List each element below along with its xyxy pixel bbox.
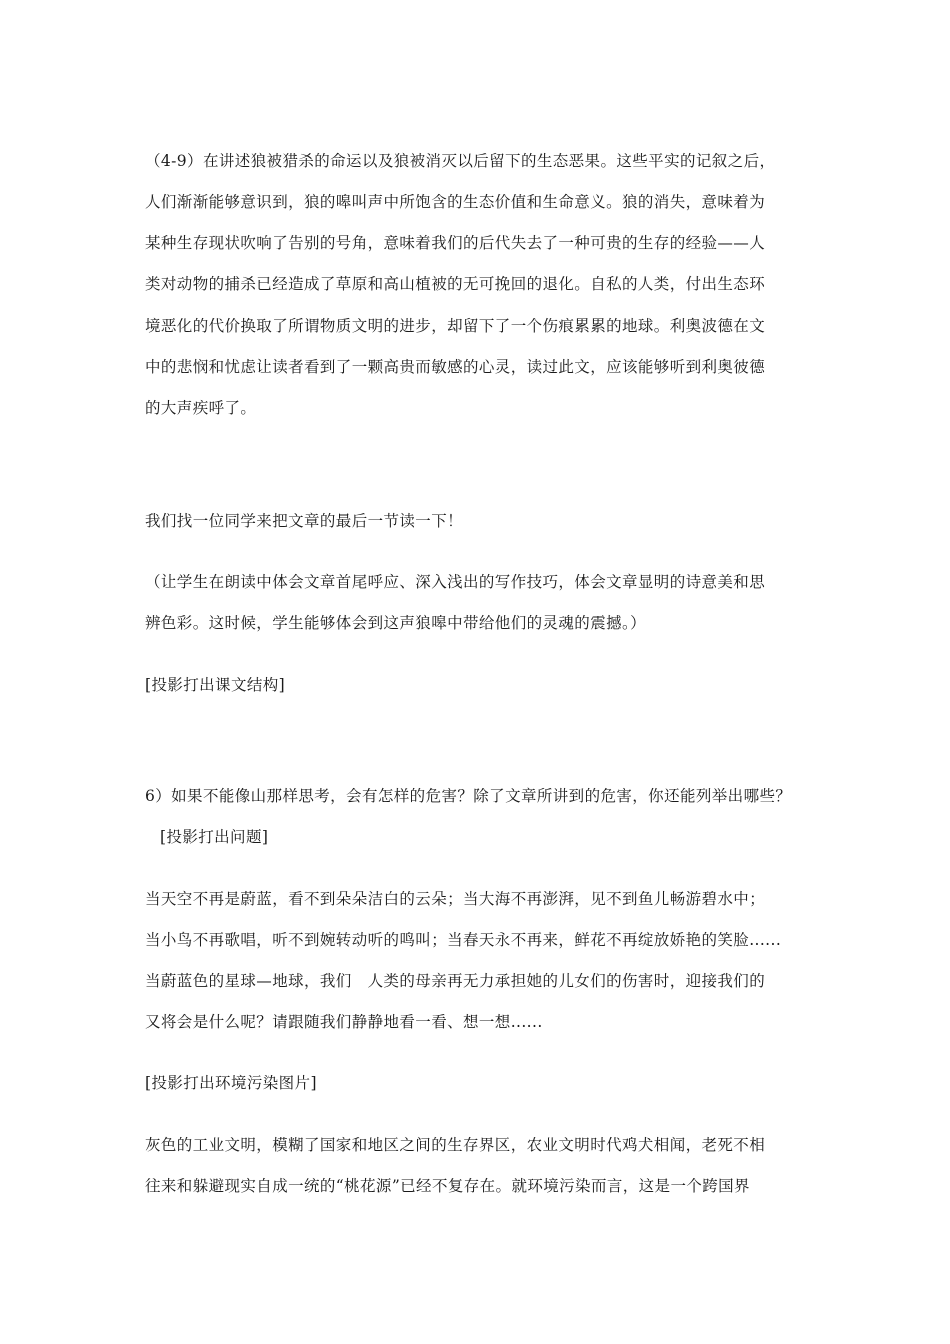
paragraph-line: 的大声疾呼了。 xyxy=(145,399,257,417)
paragraph-line: [投影打出课文结构] xyxy=(145,676,286,694)
paragraph-line: 灰色的工业文明，模糊了国家和地区之间的生存界区，农业文明时代鸡犬相闻，老死不相 xyxy=(145,1136,766,1154)
paragraph-line: （让学生在朗读中体会文章首尾呼应、深入浅出的写作技巧，体会文章显明的诗意美和思 xyxy=(145,573,766,591)
paragraph-line: 当小鸟不再歌唱，听不到婉转动听的鸣叫；当春天永不再来，鲜花不再绽放娇艳的笑脸...... xyxy=(145,931,782,949)
paragraph-line: 境恶化的代价换取了所谓物质文明的进步，却留下了一个伤痕累累的地球。利奥波德在文 xyxy=(145,317,766,335)
paragraph-line: 当蔚蓝色的星球—地球，我们 人类的母亲再无力承担她的儿女们的伤害时，迎接我们的 xyxy=(145,972,766,990)
paragraph-line: 中的悲悯和忧虑让读者看到了一颗高贵而敏感的心灵，读过此文，应该能够听到利奥彼德 xyxy=(145,358,766,376)
paragraph-line: （4-9）在讲述狼被猎杀的命运以及狼被消灭以后留下的生态恶果。这些平实的记叙之后， xyxy=(145,152,776,170)
paragraph-line: 类对动物的捕杀已经造成了草原和高山植被的无可挽回的退化。自私的人类，付出生态环 xyxy=(145,275,766,293)
paragraph-line: [投影打出问题] xyxy=(160,828,269,846)
paragraph-line: 当天空不再是蔚蓝，看不到朵朵洁白的云朵；当大海不再澎湃，见不到鱼儿畅游碧水中； xyxy=(145,890,766,908)
paragraph-line: 又将会是什么呢？请跟随我们静静地看一看、想一想...... xyxy=(145,1013,543,1031)
paragraph-line: 人们渐渐能够意识到，狼的嗥叫声中所饱含的生态价值和生命意义。狼的消失，意味着为 xyxy=(145,193,766,211)
paragraph-line: 辨色彩。这时候，学生能够体会到这声狼嗥中带给他们的灵魂的震撼。） xyxy=(145,614,647,632)
paragraph-line: 某种生存现状吹响了告别的号角，意味着我们的后代失去了一种可贵的生存的经验——人 xyxy=(145,234,766,252)
paragraph-line: 往来和躲避现实自成一统的“桃花源”已经不复存在。就环境污染而言，这是一个跨国界 xyxy=(145,1177,750,1195)
paragraph-line: 6）如果不能像山那样思考，会有怎样的危害？除了文章所讲到的危害，你还能列举出哪些？ xyxy=(145,787,792,805)
paragraph-line: 我们找一位同学来把文章的最后一节读一下！ xyxy=(145,512,464,530)
paragraph-line: [投影打出环境污染图片] xyxy=(145,1074,317,1092)
